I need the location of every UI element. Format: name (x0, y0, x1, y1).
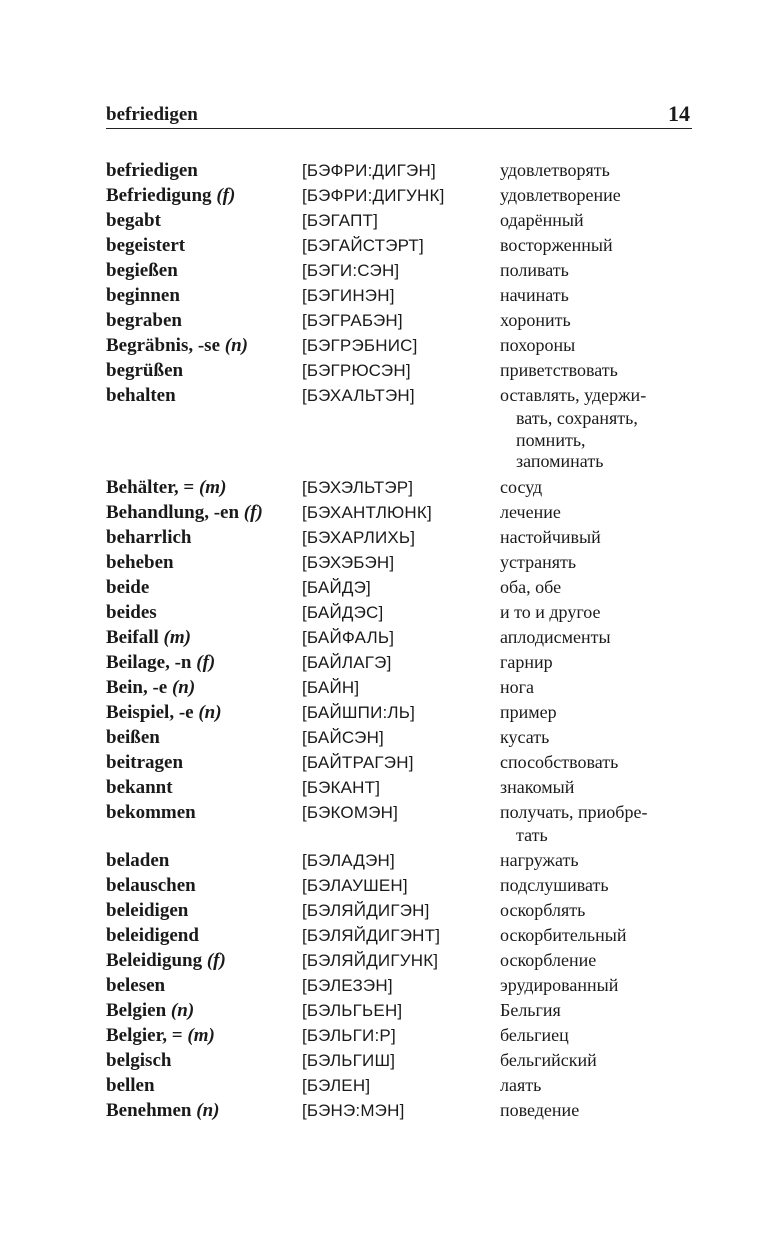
transcription: [БАЙН] (302, 677, 360, 697)
russian-translation (500, 948, 596, 973)
german-word (106, 525, 192, 550)
german-word (106, 1098, 219, 1123)
german-word (106, 700, 222, 725)
russian-translation (500, 973, 618, 998)
russian-translation (500, 625, 611, 650)
german-headword: befriedigen (106, 160, 198, 181)
transcription: [БЭЛАДЭН] (302, 851, 395, 870)
russian-translation (500, 283, 569, 308)
grammar-label: (f) (211, 185, 236, 206)
transcription: [БЭФРИ:ДИГУНК] (302, 186, 445, 205)
russian-translation (500, 650, 553, 675)
running-headword: befriedigen (106, 104, 198, 125)
translation-line: хоронить (500, 310, 571, 330)
grammar-label: (f) (202, 950, 226, 971)
transcription: [БЭЛЯЙДИГЭНТ] (302, 926, 441, 945)
russian-translation (500, 575, 561, 600)
german-headword: Beilage, -n (106, 651, 192, 673)
german-word (106, 650, 215, 675)
translation-continuation: вать, сохранять, (516, 408, 638, 428)
transcription: [БАЙШПИ:ЛЬ] (302, 702, 416, 722)
translation-continuation: тать (516, 824, 548, 845)
transcription: [БЭГИ:СЭН] (302, 261, 400, 280)
german-word (106, 600, 157, 625)
transcription: [БЭГИНЭН] (302, 286, 395, 305)
german-word (106, 183, 235, 208)
russian-translation (500, 898, 585, 923)
russian-translation (500, 600, 600, 625)
russian-translation (500, 333, 575, 358)
translation-line: устранять (500, 551, 577, 572)
russian-translation (500, 775, 574, 800)
russian-translation (500, 873, 609, 898)
translation-line: удовлетворение (500, 185, 621, 205)
german-headword: begrüßen (106, 360, 184, 381)
german-headword: behalten (106, 385, 176, 406)
translation-line: оскорбительный (500, 925, 627, 945)
german-headword: Beleidigung (106, 950, 203, 971)
german-word (106, 500, 263, 525)
transcription: [БЭГРЭБНИС] (302, 336, 418, 355)
translation-line: оба, обе (500, 576, 562, 597)
translation-line: удовлетворять (500, 160, 610, 180)
translation-line: нагружать (500, 850, 579, 870)
german-headword: beides (106, 601, 157, 623)
german-word (106, 1048, 171, 1073)
german-word (106, 550, 174, 575)
transcription: [БЭКОМЭН] (302, 802, 399, 822)
translation-line: бельгиец (500, 1025, 569, 1045)
russian-translation (500, 1073, 541, 1098)
german-word (106, 625, 191, 650)
german-headword: Benehmen (106, 1100, 192, 1121)
grammar-label: (f) (239, 501, 263, 523)
russian-translation (500, 725, 549, 750)
grammar-label: (m) (182, 1025, 215, 1046)
german-headword: belesen (106, 975, 166, 996)
german-headword: begraben (106, 310, 182, 331)
transcription: [БАЙДЭС] (302, 602, 384, 622)
german-word (106, 1023, 215, 1048)
translation-continuation: помнить, (516, 429, 586, 450)
german-word (106, 575, 149, 600)
german-word (106, 283, 180, 308)
russian-translation (500, 158, 610, 183)
transcription: [БЭХЭЛЬТЭР] (302, 477, 414, 497)
german-headword: begeistert (106, 235, 186, 256)
german-word (106, 898, 188, 923)
translation-line: восторженный (500, 235, 613, 255)
translation-line: гарнир (500, 651, 553, 672)
transcription: [БЭЛЬГЬЕН] (302, 1001, 403, 1020)
transcription: [БЭЛЕЗЭН] (302, 976, 393, 995)
german-headword: beladen (106, 850, 170, 871)
german-word (106, 333, 248, 358)
transcription: [БЭКАНТ] (302, 777, 381, 797)
translation-line: кусать (500, 726, 550, 747)
transcription: [БЭЛЯЙДИГЭН] (302, 901, 430, 920)
german-word (106, 725, 160, 750)
german-word (106, 973, 165, 998)
russian-translation (500, 923, 626, 948)
translation-line: аплодисменты (500, 626, 611, 647)
grammar-label: (n) (193, 701, 222, 723)
german-word (106, 158, 198, 183)
translation-line: одарённый (500, 210, 584, 230)
translation-line: оскорблять (500, 900, 586, 920)
german-headword: bellen (106, 1075, 155, 1096)
german-headword: beginnen (106, 285, 180, 306)
translation-line: пример (500, 701, 557, 722)
russian-translation (500, 525, 601, 550)
grammar-label: (n) (220, 335, 248, 356)
transcription: [БЭХЭБЭН] (302, 552, 395, 572)
transcription: [БЭГРЮСЭН] (302, 361, 411, 380)
german-word (106, 848, 169, 873)
russian-translation (500, 183, 621, 208)
german-headword: Belgien (106, 1000, 167, 1021)
russian-translation (500, 308, 571, 333)
transcription: [БЭЛЯЙДИГУНК] (302, 951, 439, 970)
translation-line: похороны (500, 335, 576, 355)
transcription: [БЭЛЕН] (302, 1076, 371, 1095)
russian-translation (500, 800, 647, 847)
russian-translation (500, 208, 584, 233)
german-word (106, 750, 183, 775)
german-headword: belgisch (106, 1050, 172, 1071)
translation-line: подслушивать (500, 875, 609, 895)
running-header (106, 101, 692, 127)
translation-line: лаять (500, 1075, 542, 1095)
german-headword: bekommen (106, 801, 196, 823)
russian-translation (500, 258, 569, 283)
page-number: 14 (668, 101, 690, 126)
transcription: [БЭГАПТ] (302, 211, 379, 230)
german-word (106, 775, 173, 800)
translation-line: способствовать (500, 751, 619, 772)
translation-line: начинать (500, 285, 569, 305)
german-word (106, 873, 196, 898)
russian-translation (500, 1023, 569, 1048)
transcription: [БАЙТРАГЭН] (302, 752, 414, 772)
german-headword: begießen (106, 260, 178, 281)
translation-line: сосуд (500, 476, 543, 497)
transcription: [БЭХАНТЛЮНК] (302, 502, 432, 522)
translation-line: лечение (500, 501, 561, 522)
russian-translation (500, 383, 646, 473)
german-headword: beleidigen (106, 900, 189, 921)
german-headword: Bein, -e (106, 676, 168, 698)
german-headword: Belgier, = (106, 1025, 183, 1046)
german-word (106, 358, 183, 383)
grammar-label: (n) (167, 676, 196, 698)
german-word (106, 383, 176, 408)
transcription: [БЭГАЙСТЭРТ] (302, 236, 424, 255)
russian-translation (500, 500, 561, 525)
header-rule (106, 128, 692, 129)
russian-translation (500, 848, 579, 873)
translation-line: и то и другое (500, 601, 601, 622)
german-headword: beißen (106, 726, 160, 748)
translation-continuation: запоминать (516, 451, 604, 471)
translation-line: Бельгия (500, 1000, 561, 1020)
german-headword: beharrlich (106, 526, 192, 548)
russian-translation (500, 1098, 579, 1123)
transcription: [БЭФРИ:ДИГЭН] (302, 161, 436, 180)
german-headword: beheben (106, 551, 174, 573)
transcription: [БАЙСЭН] (302, 727, 384, 747)
grammar-label: (n) (166, 1000, 195, 1021)
german-headword: Begräbnis, -se (106, 335, 220, 356)
translation-line: настойчивый (500, 526, 601, 547)
russian-translation (500, 550, 576, 575)
russian-translation (500, 1048, 597, 1073)
transcription: [БЭГРАБЭН] (302, 311, 403, 330)
german-word (106, 923, 199, 948)
german-headword: bekannt (106, 776, 173, 798)
grammar-label: (f) (191, 651, 216, 673)
russian-translation (500, 750, 618, 775)
translation-line: приветствовать (500, 360, 618, 380)
grammar-label: (n) (191, 1100, 220, 1121)
german-headword: Beispiel, -e (106, 701, 194, 723)
russian-translation (500, 675, 534, 700)
transcription: [БЭЛАУШЕН] (302, 876, 408, 895)
german-word (106, 475, 226, 500)
translation-line: поведение (500, 1100, 580, 1120)
german-word (106, 308, 182, 333)
translation-line: бельгийский (500, 1050, 597, 1070)
transcription: [БЭНЭ:МЭН] (302, 1101, 405, 1120)
german-headword: Behälter, = (106, 476, 195, 498)
german-word (106, 208, 161, 233)
german-headword: beleidigend (106, 925, 199, 946)
translation-line: нога (500, 676, 535, 697)
translation-line: оставлять, удержи- (500, 385, 647, 405)
german-headword: Behandlung, -en (106, 501, 240, 523)
german-word (106, 948, 226, 973)
translation-line: эрудированный (500, 975, 619, 995)
russian-translation (500, 700, 557, 725)
german-headword: Befriedigung (106, 185, 212, 206)
transcription: [БЭХАРЛИХЬ] (302, 527, 416, 547)
german-headword: begabt (106, 210, 161, 231)
german-word (106, 800, 196, 825)
russian-translation (500, 358, 618, 383)
transcription: [БЭЛЬГИШ] (302, 1051, 396, 1070)
german-headword: Beifall (106, 626, 159, 648)
translation-line: знакомый (500, 776, 575, 797)
grammar-label: (m) (158, 626, 191, 648)
russian-translation (500, 475, 542, 500)
translation-line: оскорбление (500, 950, 597, 970)
german-word (106, 233, 185, 258)
transcription: [БАЙФАЛЬ] (302, 627, 395, 647)
transcription: [БАЙДЭ] (302, 577, 371, 597)
russian-translation (500, 233, 613, 258)
german-headword: belauschen (106, 875, 196, 896)
translation-line: получать, приобре- (500, 801, 648, 822)
german-word (106, 998, 194, 1023)
german-word (106, 675, 195, 700)
transcription: [БЭЛЬГИ:Р] (302, 1026, 396, 1045)
transcription: [БЭХАЛЬТЭН] (302, 386, 415, 405)
german-headword: beitragen (106, 751, 184, 773)
german-word (106, 258, 178, 283)
transcription: [БАЙЛАГЭ] (302, 652, 392, 672)
russian-translation (500, 998, 561, 1023)
german-word (106, 1073, 155, 1098)
german-headword: beide (106, 576, 150, 598)
translation-line: поливать (500, 260, 569, 280)
grammar-label: (m) (194, 476, 227, 498)
